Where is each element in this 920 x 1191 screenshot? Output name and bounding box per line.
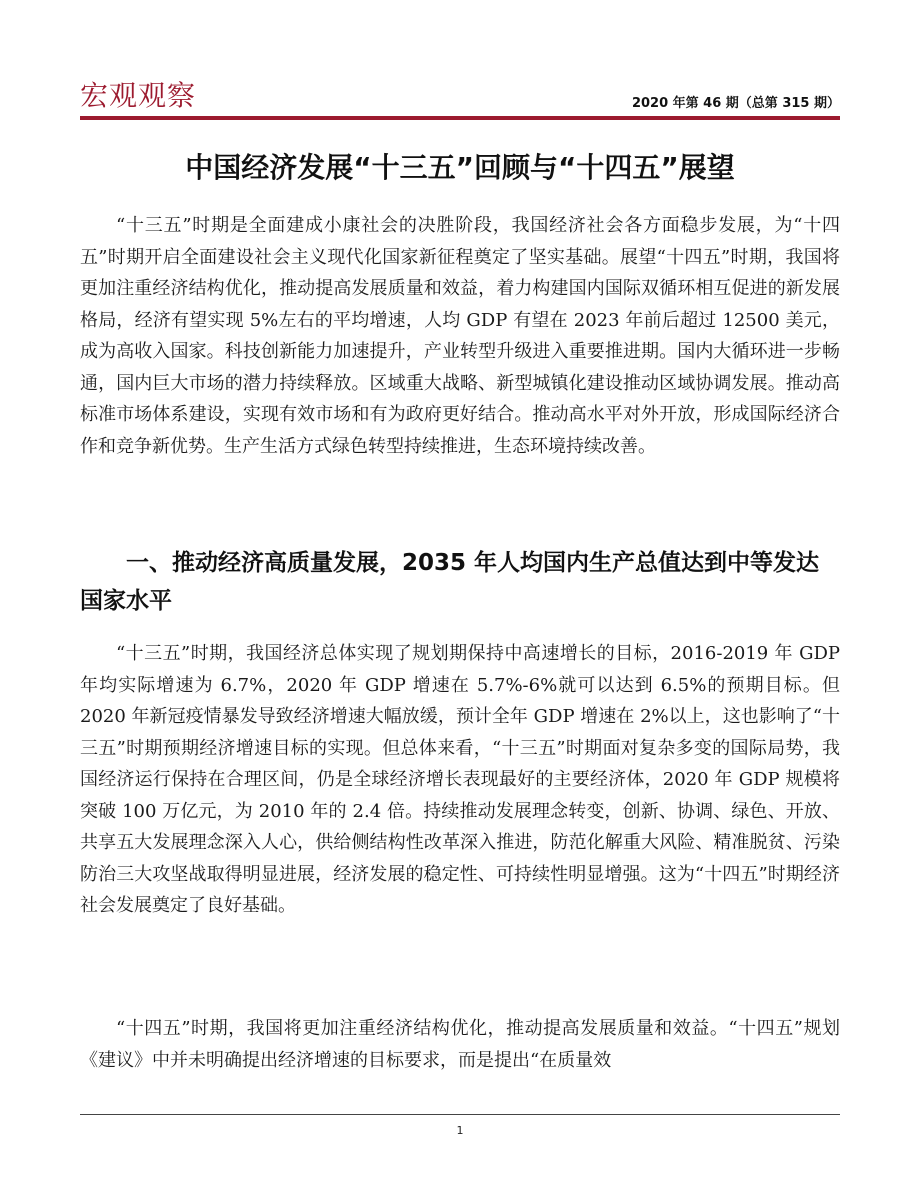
section-heading: 一、推动经济高质量发展，2035 年人均国内生产总值达到中等发达国家水平 (80, 550, 820, 614)
document-title: 中国经济发展“十三五”回顾与“十四五”展望 (185, 151, 735, 184)
footer-divider (80, 1114, 840, 1115)
paragraph-outlook: “十四五”时期，我国将更加注重经济结构优化，推动提高发展质量和效益。“十四五”规划《建议》中并未明确提出经济增速的目标要求，而是提出“在质量效 (80, 1018, 840, 1071)
paragraph-review: “十三五”时期，我国经济总体实现了规划期保持中高速增长的目标，2016-2019 年 GDP 年均实际增速为 6.7%，2020 年 GDP 增速在 5.7%-6%就可以达到 6.5%的预期目标。但 2020 年新冠疫情暴发导致经济增速大幅放缓，预计全年 GDP 增速在 2%以上，这也影响了“十三五”时期预期经济增速目标的实现。但总体来看，“十三五”时期面对复杂多变的国际局势，我国经济运行保持在合理区间，仍是全球经济增长表现最好的主要经济体，2020 年 GDP 规模将突破 100 万亿元，为 2010 年的 2.4 倍。持续推动发展理念转变，创新、协调、绿色、开放、共享五大发展理念深入人心，供给侧结构性改革深入推进，防范化解重大风险、精准脱贫、污染防治三大攻坚战取得明显进展，经济发展的稳定性、可持续性明显增强。这为“十四五”时期经济社会发展奠定了良好基础。 (80, 643, 840, 916)
report-header (80, 78, 840, 118)
paragraph-summary: “十三五”时期是全面建成小康社会的决胜阶段，我国经济社会各方面稳步发展，为“十四五”时期开启全面建设社会主义现代化国家新征程奠定了坚实基础。展望“十四五”时期，我国将更加注重经济结构优化，推动提高发展质量和效益，着力构建国内国际双循环相互促进的新发展格局，经济有望实现 5%左右的平均增速，人均 GDP 有望在 2023 年前后超过 12500 美元，成为高收入国家。科技创新能力加速提升，产业转型升级进入重要推进期。国内大循环进一步畅通，国内巨大市场的潜力持续释放。区域重大战略、新型城镇化建设推动区域协调发展。推动高标准市场体系建设，实现有效市场和有为政府更好结合。推动高水平对外开放，形成国际经济合作和竞争新优势。生产生活方式绿色转型持续推进，生态环境持续改善。 (80, 215, 840, 457)
header-divider (80, 116, 840, 120)
brand-title: 宏观观察 (80, 79, 197, 112)
page-number: 1 (456, 1124, 464, 1137)
issue-number: 2020 年第 46 期（总第 315 期） (631, 96, 840, 111)
